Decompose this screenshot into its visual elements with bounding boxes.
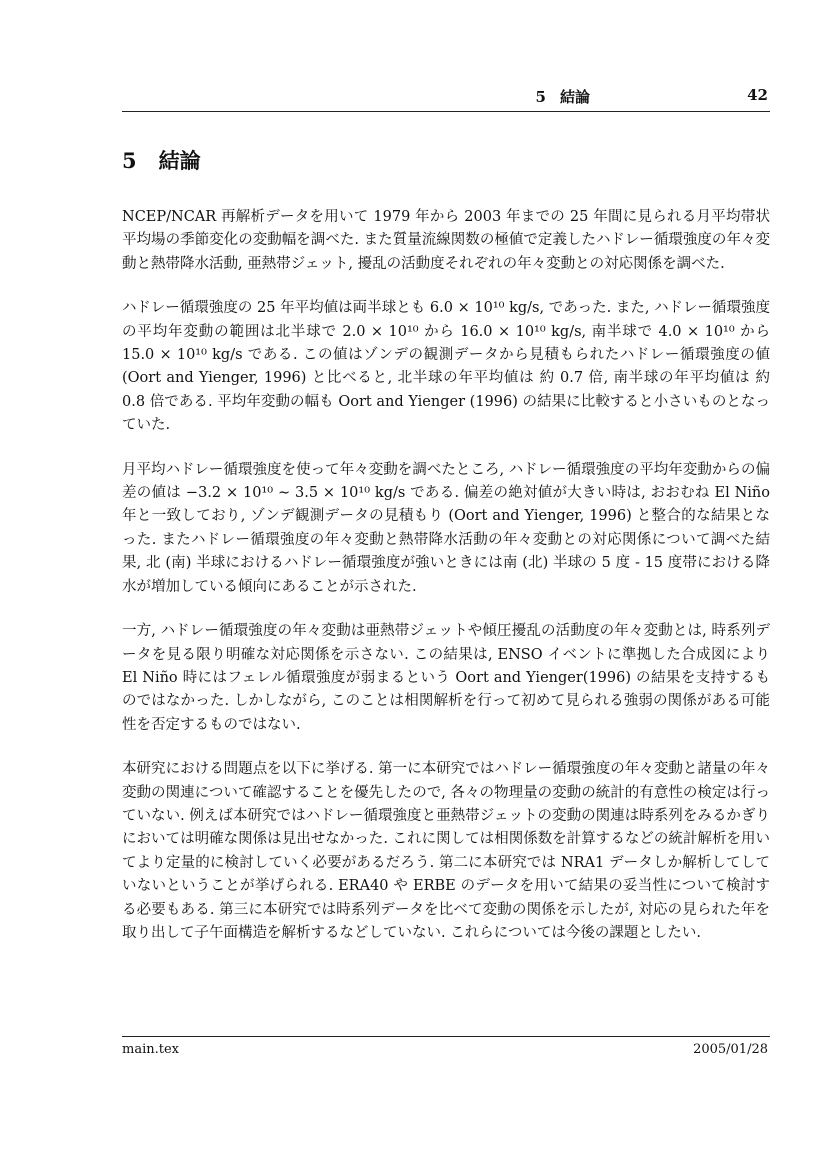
- header-rule: [122, 111, 770, 112]
- footer-filename: main.tex: [122, 1042, 179, 1057]
- header-section-name: 結論: [559, 88, 590, 106]
- footer-date: 2005/01/28: [693, 1042, 768, 1057]
- body-text: [122, 206, 770, 966]
- running-header: [122, 86, 770, 108]
- section-heading-number: 5: [122, 148, 137, 173]
- paragraph-jet-relationship: 一方, ハドレー循環強度の年々変動は亜熱帯ジェットや傾圧擾乱の活動度の年々変動とは, 時系列データを見る限り明確な対応関係を示さない. この結果は, ENSO イベントに準拠した合成図により El Niño 時にはフェレル循環強度が弱まるという Oort and Yienger(1996) の結果を支持するものではなかった. しかしながら, このことは相関解析を行って初めて見られる強弱の関係がある可能性を否定するものではない.: [122, 623, 770, 733]
- footer-rule: [122, 1036, 770, 1037]
- header-section-number: 5: [535, 88, 546, 106]
- header-page-number: 42: [747, 86, 768, 104]
- section-heading: [122, 145, 201, 175]
- section-heading-title: 結論: [158, 148, 201, 173]
- paragraph-issues: 本研究における問題点を以下に挙げる. 第一に本研究ではハドレー循環強度の年々変動と諸量の年々変動の関連について確認することを優先したので, 各々の物理量の変動の統計的有意性の検定は行っていない. 例えば本研究ではハドレー循環強度と亜熱帯ジェットの変動の関連は時系列をみるかぎりにおいては明確な関係は見出せなかった. これに関しては相関係数を計算するなどの統計解析を用いてより定量的に検討していく必要があるだろう. 第二に本研究では NRA1 データしか解析してしていないということが挙げられる. ERA40 や ERBE のデータを用いて結果の妥当性について検討する必要もある. 第三に本研究では時系列データを比べて変動の関係を示したが, 対応の見られた年を取り出して子午面構造を解析するなどしていない. これらについては今後の課題としたい.: [122, 761, 770, 941]
- paragraph-interannual-variation: 月平均ハドレー循環強度を使って年々変動を調べたところ, ハドレー循環強度の平均年変動からの偏差の値は −3.2 × 10¹⁰ ∼ 3.5 × 10¹⁰ kg/s である. 偏差の絶対値が大きい時は, おおむね El Niño 年と一致しており, ゾンデ観測データの見積もり (Oort and Yienger, 1996) と整合的な結果となった. またハドレー循環強度の年々変動と熱帯降水活動の年々変動との対応関係について調べた結果, 北 (南) 半球におけるハドレー循環強度が強いときには南 (北) 半球の 5 度 - 15 度帯における降水が増加している傾向にあることが示された.: [122, 461, 770, 595]
- paragraph-summary: NCEP/NCAR 再解析データを用いて 1979 年から 2003 年までの 25 年間に見られる月平均帯状平均場の季節変化の変動幅を調べた. また質量流線関数の極値で定義したハドレー循環強度の年々変動と熱帯降水活動, 亜熱帯ジェット, 擾乱の活動度それぞれの年々変動との対応関係を調べた.: [122, 209, 770, 272]
- header-section: [536, 86, 590, 107]
- paragraph-hadley-strength: ハドレー循環強度の 25 年平均値は両半球とも 6.0 × 10¹⁰ kg/s, であった. また, ハドレー循環強度の平均年変動の範囲は北半球で 2.0 × 10¹⁰ から 16.0 × 10¹⁰ kg/s, 南半球で 4.0 × 10¹⁰ から 15.0 × 10¹⁰ kg/s である. この値はゾンデの観測データから見積もられたハドレー循環強度の値 (Oort and Yienger, 1996) と比べると, 北半球の年平均値は 約 0.7 倍, 南半球の年平均値は 約 0.8 倍である. 平均年変動の幅も Oort and Yienger (1996) の結果に比較すると小さいものとなっていた.: [122, 300, 770, 434]
